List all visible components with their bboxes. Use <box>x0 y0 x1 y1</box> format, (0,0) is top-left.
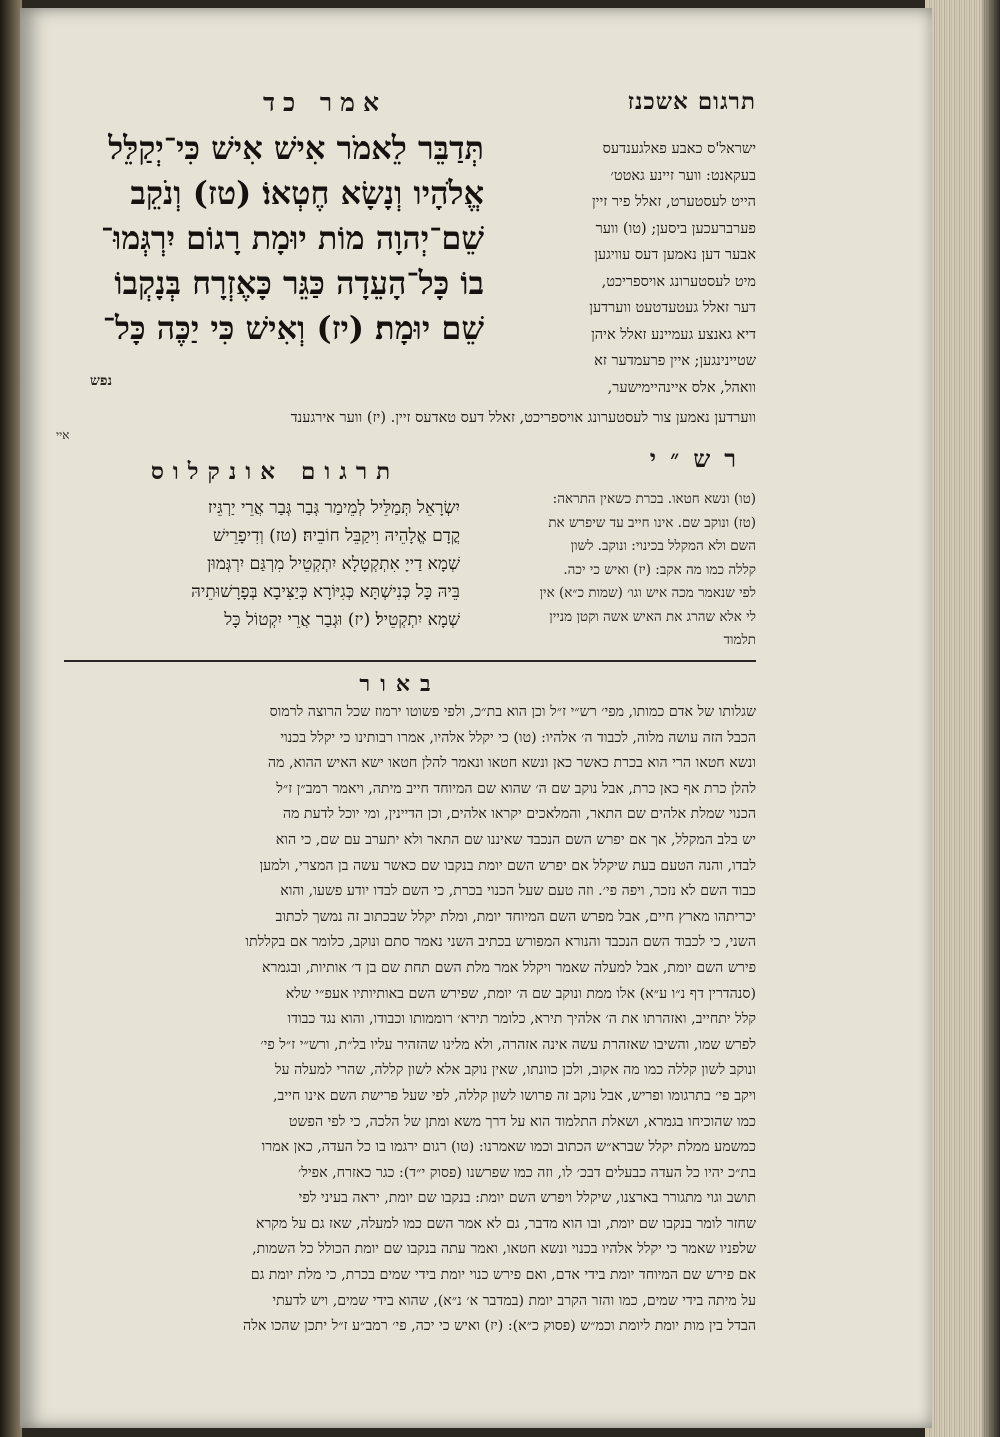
biur-line: על מיתה בידי שמים, כמו והזר הקרב יומת (במדבר א׳ נ״א), שהוא בידי שמים, ויש לדעתי <box>272 1292 756 1309</box>
german-line: דער זאלל געטעדטעט ווערדען <box>589 300 756 316</box>
german-line: בעקאנט: ווער זיינע גאטט׳ <box>610 167 756 184</box>
rashi-commentary <box>470 488 756 653</box>
biur-line: תושב וגוי מתגורר בארצנו, שיקלל ויפרש השם יומת: בנקבו שם יומת, יראה בעיני לפי <box>298 1190 756 1207</box>
biur-line: השני, כי לכבוד השם הנכבד והנורא המפורש בכתיב השני נאמר סתם ונוקב, כלומר אם בקללתו <box>245 934 756 951</box>
biur-line: שגלותו של אדם כמותו, מפי׳ רש״י ז״ל וכן הוא בת״כ, ולפי פשוטו ירמוז שכל הרוצה לרמוס <box>269 704 756 720</box>
biur-line: יכריתהו מארץ חיים, אבל מפרש השם המיוחד יומת, ומלת יקלל שבכתוב זה נמשך לכתוב <box>275 908 756 925</box>
onkelos-line: יִשְׂרָאֵל תְּמַלֵּיל לְמֵימַר גְּבַר גְּבַר אֲרֵי יַרְגֵּיז <box>207 498 460 518</box>
rashi-line: (טו) ונשא חטאו. בכרת כשאין התראה: <box>552 491 756 507</box>
rashi-heading: רש״י <box>649 444 750 473</box>
german-line: ישראל'ס כאבע פאלגענדעס <box>602 141 756 157</box>
biur-line: ונשא חטאו הרי הוא בכרת כאשר כאן ונשא חטאו ונאמר להלן חטאו ישא האיש ההוא, מה <box>267 755 756 772</box>
torah-line: תְּדַבֵּר לֵאמֹר אִישׁ אִישׁ כִּי־יְקַלֵּל <box>108 129 484 167</box>
german-line: מיט לעסטערונג אויספריכט, <box>601 273 756 290</box>
biur-line: לפרש שמו, והשיבו שאזהרת עשה אינה אזהרה, ולא מלינו שהזהיר עליו בל״ת, ורש״י ז״ל פי׳ <box>260 1036 756 1053</box>
german-continuation-line: ווערדען נאמען צור לעסטערונג אויספריכט, זאלל דעס טאדעס זיין. (יז) ווער אירגענד <box>290 410 756 426</box>
german-line: וואהל, אלס איינהיימישער, <box>607 379 756 396</box>
biur-line: קלל יתחייב, ואזהרתו את ה׳ אלהיך תירא, כלומר תירא׳ רוממותו וכבודו, והוא נגד כבודו <box>287 1011 756 1028</box>
german-line: שטיינינגען; איין פרעמדער זא <box>594 353 756 369</box>
onkelos-line: שְׁמָא יִתְקְטֵיל׃ (יז) וּגְבַר אֲרֵי יִקְטוֹל כָּל <box>224 610 460 630</box>
torah-line: אֱלֹהָיו וְנָשָׂא חֶטְאוֹ׃ (טז) וְנֹקֵב <box>130 174 484 212</box>
biur-line: ויקב פי׳ בתרגומו ופריש, אבל נוקב זה פרושו לשון קללה, לפי שעל פרישת השם אינו חייב, <box>273 1087 756 1104</box>
biur-line: (סנהדרין דף נ״ו ע״א) אלו ממת ונוקב שם ה׳ יומת, שפירש השם באותיותיו אעפ״י שלא <box>285 985 756 1002</box>
running-title-right: תרגום אשכנז <box>627 88 756 115</box>
rashi-line: תלמוד <box>723 632 756 648</box>
running-title-left: אמר כד <box>262 88 388 117</box>
torah-text-block <box>64 126 484 351</box>
rashi-line: קללה כמו מה אקב: (יז) ואיש כי יכה. <box>563 561 756 578</box>
biur-line: שחזר לומר בנקבו שם יומת, ובו הוא מדבר, גם לא אמר השם כמו למעלה, שאז גם על מקרא <box>255 1215 756 1232</box>
onkelos-line: שְׁמָא דַייָ אִתְקְטָלָא יִתְקְטֵיל מִרְגַּם יִרְגְּמוּן <box>207 554 460 574</box>
german-line: הייט לעסטערט, זאלל פיר זיין <box>591 194 756 210</box>
rashi-line: לפי שנאמר מכה איש וגו׳ (שמות כ״א) אין <box>539 585 756 601</box>
rashi-line: (טז) ונוקב שם. אינו חייב עד שיפרש את <box>548 514 756 531</box>
onkelos-line: בֵּיהּ כָּל כְּנִישְׁתָּא כְּגִיּוֹרָא כְּיַצִּיבָא בְּפָרָשׁוּתֵיהּ <box>191 582 460 602</box>
biur-line: בת״כ יהיו כל העדה כבעלים דבכ׳ לו, וזה כמו שפרשנו (פסוק י״ד): כגר כאזרח, אפיל׳ <box>298 1164 756 1181</box>
signature-mark: נפש <box>90 373 113 389</box>
biur-line: הבדל בין מות יומת ליומת וכמ״ש (פסוק כ״א): (יז) ואיש כי יכה, פי׳ רמב״ע ז״ל יתכן שהכו אלה <box>243 1318 756 1335</box>
biur-line: כמו שהוכיחו בגמרא, ושאלת התלמוד הוא על דרך משא ומתן של הלכה, כי לפי הפשט <box>288 1113 756 1130</box>
german-line: פערברעכען ביסען; (טו) ווער <box>595 220 756 237</box>
biur-line: אם פירש שם המיוחד יומת בידי אדם, ואם פירש כנוי יומת בידי שמים בכרת, כי מלת יומת גם <box>250 1267 756 1284</box>
biur-line: כבוד השם לא נזכר, ויפה פי׳. וזה טעם שעל הכנוי בכרת, כי השם לבדו יודע פשעו, והוא <box>280 883 756 900</box>
onkelos-translation <box>64 494 460 634</box>
page-edges <box>925 0 1000 1437</box>
onkelos-heading: תרגום אונקלוס <box>150 458 400 485</box>
book-spine <box>0 0 22 1437</box>
german-line: אבער דען נאמען דעס עוויגען <box>594 247 756 263</box>
biur-line: יש בלב המקלל, אך אם יפרש השם הנכבד שאיננו שם התאר ולא יתערב עם שם, כי הוא <box>275 831 756 848</box>
biur-line: שלפניו שאמר כי יקלל אלהיו בכנוי ונשא חטאו, ואמר עתה בנקבו שם יומת הכולל כל השמות, <box>252 1241 756 1258</box>
biur-line: לבדו, והנה הטעם בעת שיקלל אם יפרש השם יומת בנקבו שם כאשר עשה בן המצרי, ולמען <box>259 857 756 874</box>
biur-line: להלן כרת אף כאן כרת, אבל נוקב שם ה׳ שהוא שם המיוחד חייב מיתה, ויאמר רמב״ן ז״ל <box>276 780 756 797</box>
biur-line: ונוקב לשון קללה כמו מה אקוב, ולכן כוונתו, שאין נוקב אלא לשון קללה, שהרי למעלה על <box>274 1062 756 1079</box>
biur-line: הכבל הזה עושה מלוה, לכבוד ה׳ אלהיו: (טו) כי יקלל אלהיו, אמרו רבותינו כי יקלל בכנוי <box>280 729 756 746</box>
catchword: איי <box>56 428 70 442</box>
onkelos-line: קֳדָם אֱלָהֵיהּ וִיקַבֵּל חוֹבֵיהּ׃ (טז) וְדִיפָרֵישׁ <box>213 526 460 546</box>
biur-commentary <box>64 700 756 1340</box>
biur-line: כמשמע ממלת יקלל שברא״ש הכתוב וכמו שאמרנו: (טו) רגום ירגמו בו כל העדה, כאן אמרו <box>261 1139 756 1156</box>
biur-line: פירש השם יומת, אבל למעלה שאמר ויקלל אמר מלת השם תחת שם בן ד׳ אותיות, ובגמרא <box>262 959 756 976</box>
german-translation-column <box>502 136 756 401</box>
biur-line: הכנוי שמלת אלהים שם התאר, והמלאכים יקראו אלהים, וכן הדיינין, ומי יוכל לדעת מה <box>282 806 756 823</box>
torah-line: שֵׁם־יְהוָה מוֹת יוּמָת רָגוֹם יִרְגְּמוּ־ <box>100 219 484 257</box>
section-divider <box>64 660 756 662</box>
torah-line: שֵׁם יוּמָת׃ (יז) וְאִישׁ כִּי יַכֶּה כָּל־ <box>102 309 484 347</box>
biur-heading: באור <box>359 671 441 697</box>
book-page <box>20 8 932 1428</box>
rashi-line: השם ולא המקלל בכינוי: ונוקב. לשון <box>570 538 756 554</box>
rashi-line: לי אלא שהרג את האיש אשה וקטן מניין <box>549 608 756 625</box>
german-line: דיא גאנצע געמיינע זאלל איהן <box>591 326 756 343</box>
torah-line: בוֹ כָּל־הָעֵדָה כַּגֵּר כָּאֶזְרָח בְּנָקְבוֹ <box>114 264 484 302</box>
